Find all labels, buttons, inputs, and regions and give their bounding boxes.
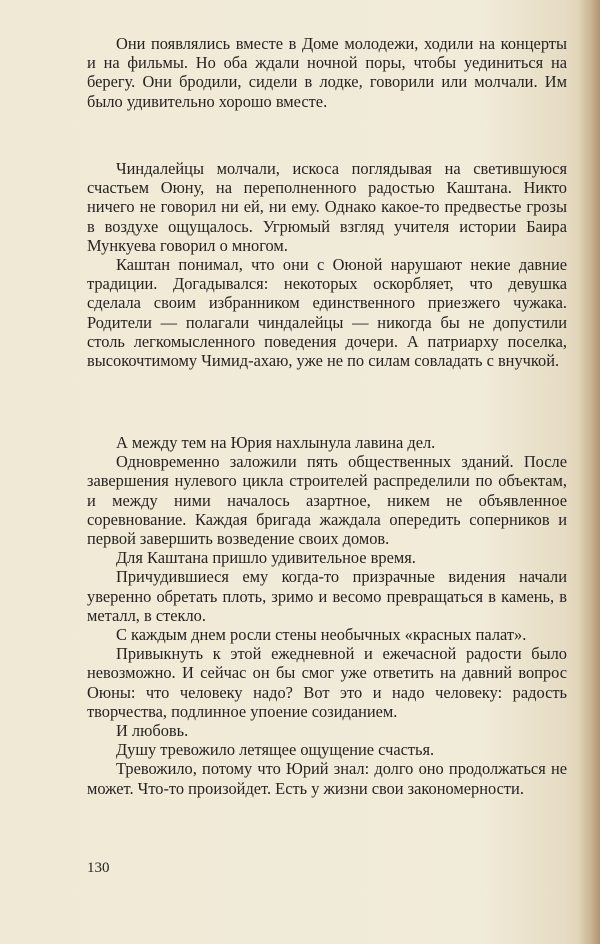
paragraph: А между тем на Юрия нахлынула лавина дел. [116,433,436,452]
page-number: 130 [87,860,110,876]
paragraph: И любовь. [116,721,189,741]
text-section-3 [87,433,567,798]
paragraph: Каштан понимал, что они с Оюной нарушают некие давние традиции. Догадывался: некоторых оскорбляет, что девушка сделала своим избранником единственного приезжего чужака. Родители — полагали чиндалейцы — никогда бы не допустили столь легкомысленного поведения дочери. А патриарху поселка, высокочтимому Чимид-ахаю, уже не по силам совладать с внучкой. [87,255,567,371]
text-section-2 [87,159,567,370]
paragraph: Они появлялись вместе в Доме молодежи, ходили на концерты и на фильмы. Но оба ждали ночной поры, чтобы уединиться на берегу. Они бродили, сидели в лодке, говорили или молчали. Им было удивительно хорошо вместе. [87,34,567,111]
paragraph: Чиндалейцы молчали, искоса поглядывая на светившуюся счастьем Оюну, на переполненного радостью Каштана. Никто ничего не говорил ни ей, ни ему. Однако какое-то предвестье грозы в воздухе ощущалось. Угрюмый взгляд учителя истории Баира Мункуева говорил о многом. [87,159,567,255]
text-section-1 [87,34,567,111]
paragraph: С каждым днем росли стены необычных «красных палат». [116,625,527,645]
page-edge-shadow [578,0,600,944]
paragraph: Привыкнуть к этой ежедневной и ежечасной радости было невозможно. И сейчас он бы смог уже ответить на давний вопрос Оюны: что человеку надо? Вот это и надо человеку: радость творчества, подлинное упоение созиданием. [87,644,567,721]
paragraph: Душу тревожило летящее ощущение счастья. [116,740,435,760]
paragraph: Тревожило, потому что Юрий знал: долго оно продолжаться не может. Что-то произойдет. Есть у жизни свои закономерности. [87,759,567,798]
paragraph: Причудившиеся ему когда-то призрачные видения начали уверенно обретать плоть, зримо и весомо превращаться в камень, в металл, в стекло. [87,567,567,625]
paragraph: Одновременно заложили пять общественных зданий. После завершения нулевого цикла строителей распределили по объектам, и между ними началось азартное, никем не объявленное соревнование. Каждая бригада жаждала опередить соперников и первой завершить возведение своих домов. [87,452,567,549]
paragraph: Для Каштана пришло удивительное время. [116,548,416,568]
